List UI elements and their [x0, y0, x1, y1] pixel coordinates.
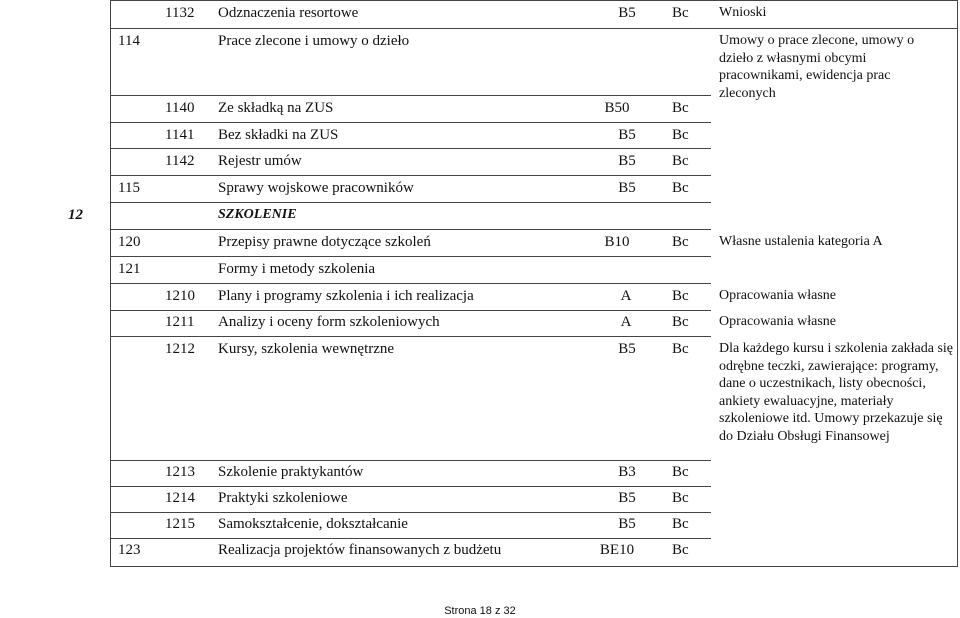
class-number: 114 [118, 33, 140, 49]
class-title: Formy i metody szkolenia [218, 261, 376, 277]
class-title: Samokształcenie, dokształcanie [218, 516, 408, 532]
archive-category: A [620, 288, 632, 304]
archive-bc: Bc [672, 153, 689, 169]
archive-category: B5 [618, 516, 636, 532]
class-code: 1212 [165, 341, 195, 357]
archive-bc: Bc [672, 100, 689, 116]
row-divider [110, 256, 711, 257]
archive-category: B3 [618, 464, 636, 480]
class-title: Odznaczenia resortowe [218, 5, 359, 21]
class-title: Przepisy prawne dotyczące szkoleń [218, 234, 431, 250]
class-title: Prace zlecone i umowy o dzieło [218, 33, 410, 49]
archive-bc: Bc [672, 5, 689, 21]
archive-bc: Bc [672, 234, 689, 250]
archive-category: B5 [618, 341, 636, 357]
class-title: Szkolenie praktykantów [218, 464, 364, 480]
row-divider [110, 512, 711, 513]
page-footer: Strona 18 z 32 [444, 605, 516, 617]
archive-category: B5 [618, 180, 636, 196]
archive-bc: Bc [672, 180, 689, 196]
archive-bc: Bc [672, 516, 689, 532]
row-divider [110, 95, 711, 96]
archive-category: B10 [604, 234, 630, 250]
row-divider [110, 122, 711, 123]
class-number: 123 [118, 542, 141, 558]
remarks: Dla każdego kursu i szkolenia zakłada się odrębne teczki, zawierające: programy, dane o uczestnikach, listy obecności, ankiety ewaluacyjne, materiały szkoleniowe itd. Umowy przekazuje się do Działu Obsługi Finansowej [719, 341, 954, 444]
row-divider [110, 229, 711, 230]
table-border-bottom [110, 566, 957, 567]
row-divider [110, 460, 711, 461]
row-divider [110, 486, 711, 487]
remarks: Umowy o prace zlecone, umowy o dzieło z własnymi obcymi pracownikami, ewidencja prac zleconych [719, 33, 915, 101]
class-title: Analizy i oceny form szkoleniowych [218, 314, 440, 330]
archive-bc: Bc [672, 542, 689, 558]
class-code: 1211 [165, 314, 195, 330]
class-title: Plany i programy szkolenia i ich realizacja [218, 288, 474, 304]
class-code: 1214 [165, 490, 195, 506]
archive-bc: Bc [672, 127, 689, 143]
table-border-top [110, 0, 957, 1]
archive-bc: Bc [672, 341, 689, 357]
class-title: Kursy, szkolenia wewnętrzne [218, 341, 395, 357]
archive-bc: Bc [672, 288, 689, 304]
remarks: Wnioski [719, 5, 767, 20]
class-title: Realizacja projektów finansowanych z budżetu [218, 542, 502, 558]
class-number: 120 [118, 234, 141, 250]
class-code: 1215 [165, 516, 195, 532]
table-border-right [957, 0, 958, 567]
archive-bc: Bc [672, 490, 689, 506]
archive-bc: Bc [672, 314, 689, 330]
class-number: 121 [118, 261, 141, 277]
class-code: 1210 [165, 288, 195, 304]
class-code: 1141 [165, 127, 195, 143]
remarks: Opracowania własne [719, 314, 837, 329]
class-code: 1213 [165, 464, 195, 480]
row-divider [110, 310, 711, 311]
row-divider [110, 538, 711, 539]
class-code: 1140 [165, 100, 195, 116]
class-title: Sprawy wojskowe pracowników [218, 180, 414, 196]
row-divider [110, 202, 711, 203]
remarks: Własne ustalenia kategoria A [719, 234, 883, 249]
archive-category: A [620, 314, 632, 330]
archive-category: BE10 [599, 542, 635, 558]
archive-category: B5 [618, 127, 636, 143]
archive-category: B50 [604, 100, 630, 116]
class-title: Bez składki na ZUS [218, 127, 339, 143]
class-title: Rejestr umów [218, 153, 302, 169]
row-divider [110, 148, 711, 149]
row-divider [110, 28, 711, 29]
class-code: 1142 [165, 153, 195, 169]
row-divider [110, 336, 711, 337]
class-code: 1132 [165, 5, 195, 21]
class-title: Ze składką na ZUS [218, 100, 334, 116]
archive-category: B5 [618, 5, 636, 21]
note-divider [711, 28, 957, 29]
row-divider [110, 283, 711, 284]
class-number: 115 [118, 180, 140, 196]
row-divider [110, 175, 711, 176]
class-group-number: 12 [68, 207, 83, 223]
archive-bc: Bc [672, 464, 689, 480]
remarks: Opracowania własne [719, 288, 837, 303]
archive-category: B5 [618, 490, 636, 506]
class-title: Praktyki szkoleniowe [218, 490, 348, 506]
class-title: SZKOLENIE [218, 207, 297, 222]
archive-category: B5 [618, 153, 636, 169]
